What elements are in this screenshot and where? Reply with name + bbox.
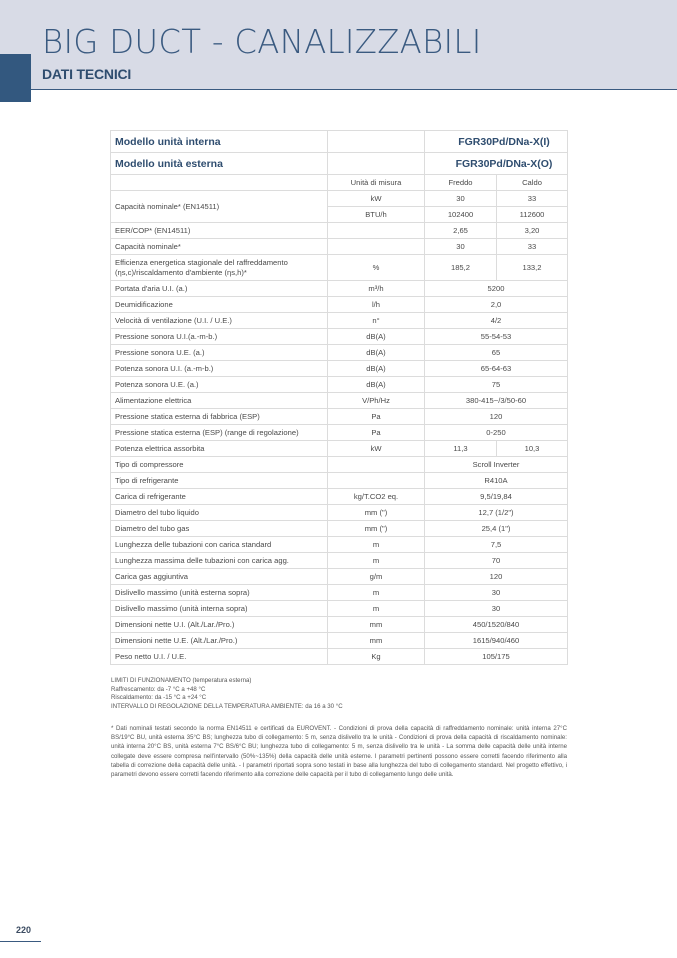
row-hot: 10,3 [497,441,568,457]
row-label: Alimentazione elettrica [111,393,328,409]
row-value: 450/1520/840 [425,617,568,633]
row-unit: mm [328,617,425,633]
row-unit: dB(A) [328,377,425,393]
row-unit: dB(A) [328,345,425,361]
row-label: Pressione statica esterna di fabbrica (ESP) [111,409,328,425]
col-hot-header: Caldo [497,175,568,191]
row-unit: dB(A) [328,329,425,345]
row-unit: BTU/h [328,207,425,223]
table-row [111,633,568,649]
row-cold: 11,3 [425,441,497,457]
operating-limits-notes [111,677,571,711]
row-label: Potenza sonora U.I. (a.-m-b.) [111,361,328,377]
row-label: Carica di refrigerante [111,489,328,505]
row-label: Carica gas aggiuntiva [111,569,328,585]
row-label: Dimensioni nette U.I. (Alt./Lar./Pro.) [111,617,328,633]
row-unit: dB(A) [328,361,425,377]
row-unit: l/h [328,297,425,313]
row-label: Dimensioni nette U.E. (Alt./Lar./Pro.) [111,633,328,649]
table-row [111,489,568,505]
row-value: 4/2 [425,313,568,329]
row-hot: 3,20 [497,223,568,239]
table-row [111,425,568,441]
row-unit: kg/T.CO2 eq. [328,489,425,505]
section-subtitle: DATI TECNICI [42,66,132,82]
row-unit: m [328,585,425,601]
row-label: Capacità nominale* (EN14511) [111,191,328,223]
table-row [111,329,568,345]
table-row [111,617,568,633]
row-label: Deumidificazione [111,297,328,313]
row-unit: mm [328,633,425,649]
table-row [111,255,568,281]
row-label: Potenza elettrica assorbita [111,441,328,457]
row-unit: V/Ph/Hz [328,393,425,409]
row-label: Velocità di ventilazione (U.I. / U.E.) [111,313,328,329]
row-cold: 102400 [425,207,497,223]
row-label: Efficienza energetica stagionale del raffreddamento (ηs,c)/riscaldamento d'ambiente (ηs,h)* [111,255,328,281]
row-label: Pressione statica esterna (ESP) (range di regolazione) [111,425,328,441]
row-unit: g/m [328,569,425,585]
row-value: 30 [425,585,568,601]
row-label: Lunghezza delle tubazioni con carica standard [111,537,328,553]
row-unit: % [328,255,425,281]
page-number: 220 [16,925,32,935]
row-hot: 133,2 [497,255,568,281]
row-unit: Pa [328,425,425,441]
row-unit [328,457,425,473]
table-row [111,537,568,553]
row-value: 12,7 (1/2") [425,505,568,521]
notes-line: LIMITI DI FUNZIONAMENTO (temperatura esterna) [111,677,252,684]
table-row [111,553,568,569]
row-value: 120 [425,409,568,425]
model-internal-row [111,131,568,153]
row-value: 25,4 (1") [425,521,568,537]
row-label: Lunghezza massima delle tubazioni con carica agg. [111,553,328,569]
row-value: 65 [425,345,568,361]
row-label: Diametro del tubo liquido [111,505,328,521]
table-row [111,473,568,489]
row-value: 105/175 [425,649,568,665]
notes-line: INTERVALLO DI REGOLAZIONE DELLA TEMPERATURA AMBIENTE: da 16 a 30 °C [111,702,343,710]
row-unit: n° [328,313,425,329]
row-value: 55-54-53 [425,329,568,345]
table-row [111,361,568,377]
row-unit [328,223,425,239]
row-unit: mm (") [328,521,425,537]
col-unit-header: Unità di misura [328,175,425,191]
side-tab-marker [0,54,31,102]
row-value: 65-64-63 [425,361,568,377]
row-value: 5200 [425,281,568,297]
row-label: Dislivello massimo (unità interna sopra) [111,601,328,617]
row-hot: 33 [497,239,568,255]
row-hot: 33 [497,191,568,207]
table-row [111,409,568,425]
model-external-row [111,153,568,175]
table-row [111,393,568,409]
row-value: 75 [425,377,568,393]
model-external-label: Modello unità esterna [111,153,328,175]
row-unit: Kg [328,649,425,665]
row-unit [328,473,425,489]
row-label: Potenza sonora U.E. (a.) [111,377,328,393]
table-row [111,191,568,207]
row-label: Portata d'aria U.I. (a.) [111,281,328,297]
model-external-value: FGR30Pd/DNa-X(O) [425,153,568,175]
notes-line: Riscaldamento: da -15 °C a +24 °C [111,694,207,702]
table-row [111,649,568,665]
row-unit: kW [328,441,425,457]
row-label: Pressione sonora U.I.(a.-m-b.) [111,329,328,345]
row-unit: mm (") [328,505,425,521]
row-hot: 112600 [497,207,568,223]
table-row [111,601,568,617]
table-row [111,441,568,457]
footnote: * Dati nominali testati secondo la norma EN14511 e certificati da EUROVENT. - Condizioni di prova della capacità di raffreddamento nominale: unità interna 27°C BS/19°C BU, unità esterna 35°C BS; lunghezza tubo di collegamento: 5 m, senza dislivello tra le unità - Condizioni di prova della capacità di riscaldamento nominale: unità interna 20°C BS, unità esterna 7°C BS/6°C BU; lunghezza tubo di collegamento: 5 m, senza dislivello tra le unità - La somma delle capacità delle unità interne collegate deve essere compresa nell'intervallo (50%~135%) della capacità delle unità esterne. I parametri pertinenti possono essere corretti facendo riferimento alla tabella di correzione della capacità delle unità. - I parametri riportati sopra sono testati in base alla lunghezza del tubo di collegamento standard. Nel progetto effettivo, i parametri devono essere corretti facendo riferimento alla correzione delle capacità per il tubo di collegamento lungo delle unità. [111,725,567,779]
table-row [111,239,568,255]
column-header-row [111,175,568,191]
row-cold: 185,2 [425,255,497,281]
row-value: Scroll Inverter [425,457,568,473]
table-row [111,585,568,601]
table-row [111,521,568,537]
row-label: Diametro del tubo gas [111,521,328,537]
row-value: 1615/940/460 [425,633,568,649]
page-title: BIG DUCT - CANALIZZABILI [42,22,482,61]
row-value: 0-250 [425,425,568,441]
row-value: 2,0 [425,297,568,313]
row-unit: Pa [328,409,425,425]
row-unit: kW [328,191,425,207]
table-row [111,313,568,329]
notes-line: Raffrescamento: da -7 °C a +48 °C [111,685,206,693]
row-label: Tipo di compressore [111,457,328,473]
table-row [111,377,568,393]
row-unit [328,239,425,255]
table-row [111,281,568,297]
row-unit: m [328,553,425,569]
row-value: 7,5 [425,537,568,553]
row-label: Peso netto U.I. / U.E. [111,649,328,665]
table-row [111,345,568,361]
row-label: Tipo di refrigerante [111,473,328,489]
spec-table [110,130,568,665]
row-label: Capacità nominale* [111,239,328,255]
table-row [111,505,568,521]
row-value: R410A [425,473,568,489]
row-value: 30 [425,601,568,617]
row-unit: m³/h [328,281,425,297]
table-row [111,223,568,239]
table-row [111,297,568,313]
row-label: EER/COP* (EN14511) [111,223,328,239]
row-cold: 30 [425,191,497,207]
table-row [111,457,568,473]
row-unit: m [328,537,425,553]
row-cold: 2,65 [425,223,497,239]
col-cold-header: Freddo [425,175,497,191]
row-value: 380-415~/3/50-60 [425,393,568,409]
model-internal-label: Modello unità interna [111,131,328,153]
row-unit: m [328,601,425,617]
row-value: 120 [425,569,568,585]
row-value: 9,5/19,84 [425,489,568,505]
row-cold: 30 [425,239,497,255]
row-value: 70 [425,553,568,569]
model-internal-value: FGR30Pd/DNa-X(I) [425,131,568,153]
row-label: Pressione sonora U.E. (a.) [111,345,328,361]
table-row [111,569,568,585]
row-label: Dislivello massimo (unità esterna sopra) [111,585,328,601]
page-number-rule [0,941,41,942]
